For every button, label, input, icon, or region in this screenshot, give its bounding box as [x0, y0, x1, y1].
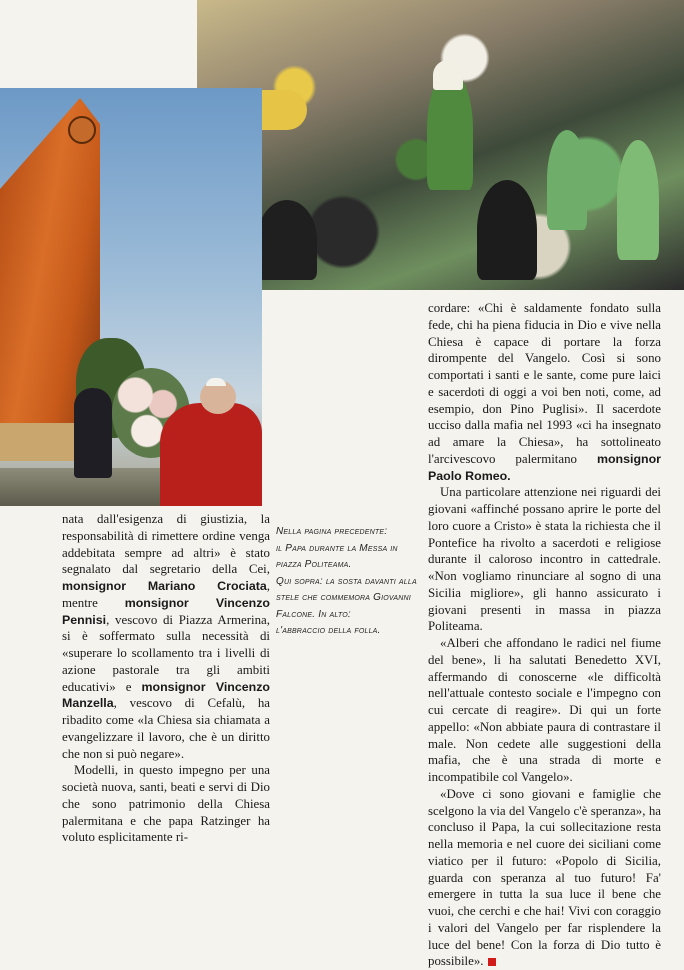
- bishop-figure: [547, 130, 587, 230]
- text-run: , mentre: [62, 579, 270, 610]
- text-run: , vescovo di Piazza Armerina, si è soffermato sulla necessità di «superare lo scollamento tra i livelli di azione pastorale tra gli ambiti educativi» e: [62, 612, 270, 694]
- caption-line: il Papa durante la Messa in piazza Politeama.: [276, 542, 398, 570]
- person-name: monsignor Mariano Crociata: [62, 579, 267, 593]
- caption-line: Qui sopra: la sosta davanti alla stele che commemora Giovanni Falcone. In alto:: [276, 575, 417, 620]
- text-run: , vescovo di Cefalù, ha ribadito come «la Chiesa sia chiamata a evangelizzare il lavoro, che è un diritto che non si può negare».: [62, 696, 270, 761]
- crowd-mass-photo: [197, 0, 684, 290]
- attendee-figure: [257, 200, 317, 280]
- caption-line: Nella pagina precedente:: [276, 526, 388, 537]
- pope-figure: [160, 403, 262, 506]
- paragraph: Modelli, in questo impegno per una società nuova, santi, beati e servi di Dio che sono patrimonio della Chiesa palermitana e che papa Ratzinger ha voluto esplicitamente ri-: [62, 763, 270, 845]
- text-run: «Dove ci sono giovani e famiglie che scelgono la via del Vangelo c'è speranza», ha concluso il Papa, la cui sollecitazione resta nella memoria e nel cuore dei siciliani come viatico per il futuro: «Popolo di Sicilia, guarda con speranza al tuo futuro! Fa' emergere in tutta la sua luce il bene che vuoi, che cerchi e che hai! Vivi con coraggio i valori del Vangelo per far risplendere la luce del bene! Con la forza di Dio tutto è possibile».: [428, 786, 661, 969]
- paragraph: [62, 511, 270, 762]
- mitre-figure: [433, 60, 463, 90]
- person-name: monsignor Paolo Romeo.: [428, 451, 661, 483]
- person-name: monsignor Vincenzo Pennisi: [62, 595, 270, 627]
- attendee-figure: [477, 180, 537, 280]
- article-column-3: [428, 300, 661, 970]
- person-name: monsignor Vincenzo Manzella: [62, 679, 270, 711]
- paragraph: [428, 786, 661, 970]
- paragraph: Una particolare attenzione nei riguardi dei giovani «affinché possano aprire le porte del loro cuore a Cristo» è stata la richiesta che il Pontefice ha rivolto a sacerdoti e religiose durante il caloroso incontro in cattedrale. «Non vogliamo rinunciare al sogno di una Sicilia migliore», gli hanno assicurato i giovani presenti in massa in piazza Politeama.: [428, 485, 661, 634]
- text-run: cordare: «Chi è saldamente fondato sulla fede, chi ha piena fiducia in Dio e vive nella Chiesa è capace di portare la forza dirompente del Vangelo. Così si sono comportati i santi e le sante, come pure laici e sacerdoti di oggi a voi ben noti, come, ad esempio, don Pino Puglisi». Il sacerdote ucciso dalla mafia nel 1993 «ci ha insegnato ad amare la Chiesa», ha sottolineato l'arcivescovo palermitano: [428, 301, 661, 466]
- photo-caption: [276, 524, 424, 640]
- man-in-suit: [74, 388, 112, 478]
- stele-emblem-icon: [68, 116, 96, 144]
- article-column-1: [62, 511, 270, 846]
- stele-photo: [0, 88, 262, 506]
- pope-zucchetto: [206, 378, 226, 386]
- paragraph: «Alberi che affondano le radici nel fiume del bene», li ha salutati Benedetto XVI, affermando di conoscerne «le difficoltà nell'attuale contesto sociale e l'impegno con cui cercate di reagire». Di qui un forte appello: «Non abbiate paura di contrastare il male. Non cedete alle suggestioni della mafia, che è una strada di morte e incompatibile col Vangelo».: [428, 636, 661, 784]
- end-of-article-mark: [488, 958, 496, 966]
- paragraph: [428, 300, 661, 484]
- text-run: nata dall'esigenza di giustizia, la responsabilità di rimettere ordine venga addebitata sempre ad altri» è stato segnalato dal segretario della Cei,: [62, 512, 270, 577]
- bishop-figure: [617, 140, 659, 260]
- caption-line: l'abbraccio della folla.: [276, 625, 381, 636]
- stele-base: [0, 423, 80, 461]
